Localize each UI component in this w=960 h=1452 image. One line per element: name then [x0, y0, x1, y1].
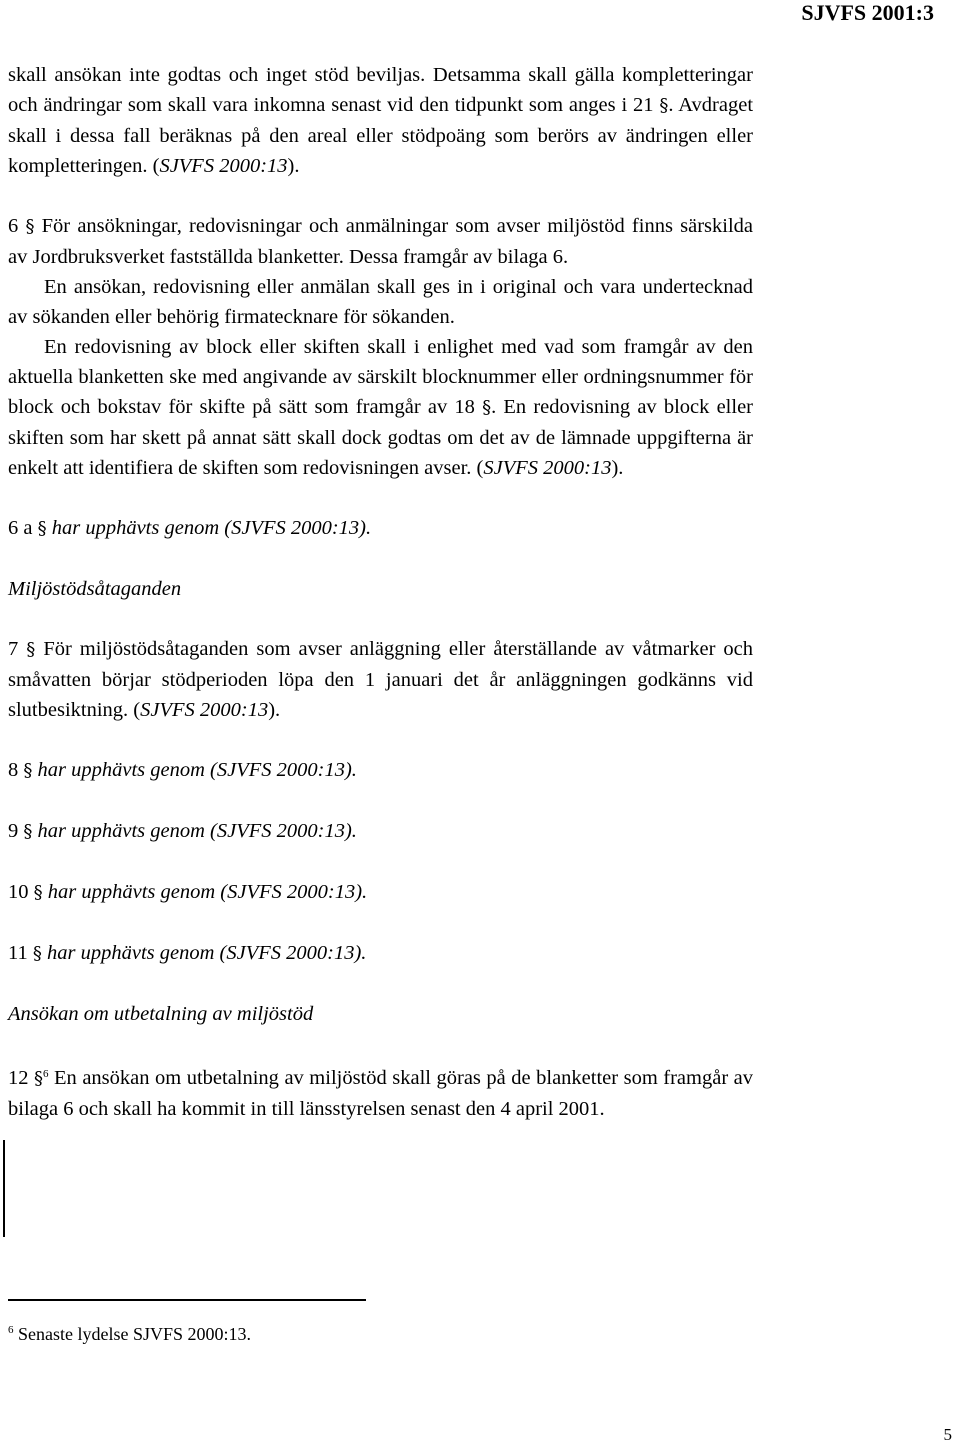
section-6-paragraph-1: 6 § För ansökningar, redovisningar och anmälningar som avser miljöstöd finns särskilda av Jordbruksverket fastställda blanketter. Dessa framgår av bilaga 6. — [8, 215, 753, 268]
section-sign: § — [23, 760, 33, 781]
section-8: 8 § har upphävts genom (SJVFS 2000:13). — [8, 759, 357, 781]
section-sign: § — [23, 821, 33, 842]
document-body — [8, 60, 753, 1124]
document-id-header: SJVFS 2001:3 — [801, 0, 934, 25]
section-6-paragraph-3: En redovisning av block eller skiften skall i enlighet med vad som framgår av den aktuella blanketten ske med angivande av särskilt blocknummer eller ordningsnummer för block och bokstav för skifte på sätt som framgår av 18 §. En redovisning av block eller skiften som har skett på annat sätt skall dock godtas om det av de lämnade uppgifterna är enkelt att identifiera de skiften som redovisningen avser. (SJVFS 2000:13). — [8, 336, 754, 479]
heading-miljostodsataganden: Miljöstödsåtaganden — [8, 578, 182, 600]
section-sign: § — [482, 397, 492, 418]
reference: SJVFS 2000:13 — [140, 699, 269, 721]
reference: SJVFS 2000:13 — [483, 457, 612, 479]
section-6a: 6 a § har upphävts genom (SJVFS 2000:13). — [8, 517, 372, 539]
footnote-marker: 6 — [43, 1068, 49, 1080]
reference: SJVFS 2000:13 — [159, 155, 288, 177]
section-7: 7 § För miljöstödsåtaganden som avser anläggning eller återställande av våtmarker och småvatten börjar stödperioden löpa den 1 januari det år anläggningen godkänns vid slutbesiktning. (SJVFS 2000:13). — [8, 638, 754, 721]
section-sign: § — [37, 518, 47, 539]
section-sign: § — [33, 882, 43, 903]
heading-ansokan-om-utbetalning: Ansökan om utbetalning av miljöstöd — [8, 1003, 314, 1025]
section-10: 10 § har upphävts genom (SJVFS 2000:13). — [8, 881, 368, 903]
footnote — [8, 1324, 251, 1345]
footnote-text: Senaste lydelse SJVFS 2000:13. — [18, 1324, 252, 1344]
section-sign: § — [659, 95, 669, 116]
section-sign: § — [32, 943, 42, 964]
section-6-paragraph-2: En ansökan, redovisning eller anmälan skall ges in i original och vara undertecknad av sökanden eller behörig firmatecknare för sökanden. — [8, 276, 753, 328]
section-11: 11 § har upphävts genom (SJVFS 2000:13). — [8, 942, 367, 964]
section-number: 6 — [8, 215, 19, 237]
change-bar — [3, 1140, 5, 1237]
section-sign: § — [34, 1068, 44, 1089]
footnote-separator — [8, 1299, 366, 1301]
continuation-paragraph: skall ansökan inte godtas och inget stöd beviljas. Detsamma skall gälla kompletteringar och ändringar som skall vara inkomna senast vid den tidpunkt som anges i 21 §. Avdraget skall i dessa fall beräknas på den areal eller stödpoäng som berörs av ändringen eller kompletteringen. (SJVFS 2000:13). — [8, 64, 754, 177]
section-9: 9 § har upphävts genom (SJVFS 2000:13). — [8, 820, 357, 842]
section-12: 12 §$^6$ En ansökan om utbetalning av miljöstöd skall göras på de blanketter som framgår av bilaga 6 och skall ha kommit in till länsstyrelsen senast den 4 april 2001. — [8, 1067, 754, 1120]
section-sign: § — [26, 639, 36, 660]
page-number: 5 — [943, 1425, 952, 1444]
section-sign: § — [25, 216, 35, 237]
footnote-number: 6 — [8, 1324, 14, 1336]
